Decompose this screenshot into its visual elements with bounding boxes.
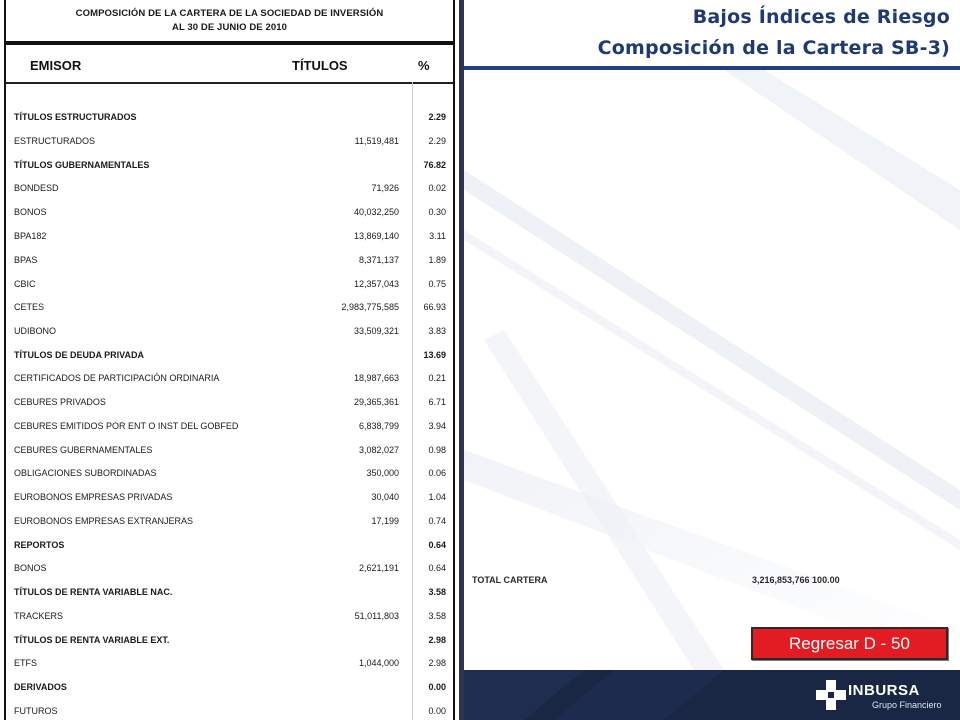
- row-titulos: 12,357,043: [353, 279, 399, 289]
- row-emisor: BONOS: [14, 563, 47, 573]
- logo-name: INBURSA: [848, 682, 920, 699]
- row-percent: 0.30: [428, 207, 446, 217]
- row-titulos: 11,519,481: [354, 136, 399, 146]
- row-emisor: TÍTULOS DE RENTA VARIABLE NAC.: [14, 587, 173, 597]
- table-group-row: [0, 350, 459, 364]
- row-titulos: 51,011,803: [354, 611, 399, 621]
- table-row: [0, 611, 459, 625]
- back-button[interactable]: [751, 627, 948, 660]
- slide-title: Bajos Índices de Riesgo: [692, 6, 950, 28]
- row-emisor: TÍTULOS DE RENTA VARIABLE EXT.: [14, 635, 170, 645]
- row-titulos: 6,838,799: [358, 421, 399, 431]
- total-label: TOTAL CARTERA: [472, 575, 548, 585]
- table-row: [0, 516, 459, 530]
- row-emisor: TÍTULOS GUBERNAMENTALES: [14, 160, 150, 170]
- row-titulos: 30,040: [371, 492, 399, 502]
- row-percent: 2.98: [428, 635, 446, 645]
- row-percent: 0.75: [428, 279, 446, 289]
- row-titulos: 1,044,000: [358, 658, 399, 668]
- inbursa-logo-icon: [816, 680, 846, 710]
- table-row: [0, 326, 459, 340]
- row-emisor: TÍTULOS DE DEUDA PRIVADA: [14, 350, 145, 360]
- row-titulos: 2,983,775,585: [341, 302, 399, 312]
- row-emisor: UDIBONO: [14, 326, 57, 336]
- table-row: [0, 302, 459, 316]
- back-button-label: Regresar D - 50: [789, 633, 910, 653]
- row-titulos: 33,509,321: [353, 326, 399, 336]
- company-logo: [816, 677, 956, 715]
- table-row: [0, 183, 459, 197]
- row-percent: 3.58: [428, 587, 446, 597]
- row-percent: 0.00: [428, 706, 446, 716]
- total-value: 3,216,853,766 100.00: [752, 575, 840, 585]
- footer-bar: [464, 670, 960, 720]
- table-row: [0, 207, 459, 221]
- row-titulos: 40,032,250: [353, 207, 399, 217]
- row-emisor: FUTUROS: [14, 706, 58, 716]
- table-row: [0, 397, 459, 411]
- row-percent: 13.69: [423, 350, 446, 360]
- table-group-row: [0, 160, 459, 174]
- row-percent: 1.04: [428, 492, 446, 502]
- slide-panel: [464, 0, 960, 720]
- table-group-row: [0, 587, 459, 601]
- row-emisor: CBIC: [14, 279, 36, 289]
- table-group-row: [0, 682, 459, 696]
- row-emisor: CERTIFICADOS DE PARTICIPACIÓN ORDINARIA: [14, 373, 220, 383]
- row-emisor: BPAS: [14, 255, 38, 265]
- header-divider: [6, 82, 453, 84]
- row-percent: 3.11: [429, 231, 446, 241]
- table-row: [0, 231, 459, 245]
- row-percent: 2.29: [428, 112, 446, 122]
- row-titulos: 29,365,361: [353, 397, 399, 407]
- slide-header: [464, 0, 960, 68]
- row-percent: 66.93: [423, 302, 446, 312]
- row-percent: 6.71: [428, 397, 446, 407]
- row-emisor: ETFS: [14, 658, 38, 668]
- row-emisor: CEBURES PRIVADOS: [14, 397, 106, 407]
- row-titulos: 17,199: [371, 516, 399, 526]
- table-group-row: [0, 112, 459, 126]
- portfolio-table-panel: [0, 0, 463, 720]
- row-emisor: TÍTULOS ESTRUCTURADOS: [14, 112, 137, 122]
- table-row: [0, 563, 459, 577]
- column-header-emisor: EMISOR: [30, 58, 82, 73]
- document-title-box: [4, 0, 455, 43]
- row-percent: 0.06: [428, 468, 446, 478]
- table-row: [0, 468, 459, 482]
- row-emisor: TRACKERS: [14, 611, 64, 621]
- row-emisor: BONOS: [14, 207, 47, 217]
- row-percent: 1.89: [428, 255, 446, 265]
- row-percent: 76.82: [423, 160, 446, 170]
- table-row: [0, 421, 459, 435]
- row-emisor: BONDESD: [14, 183, 59, 193]
- row-percent: 0.64: [428, 540, 446, 550]
- row-percent: 3.83: [428, 326, 446, 336]
- row-titulos: 71,926: [371, 183, 399, 193]
- table-row: [0, 373, 459, 387]
- row-titulos: 2,621,191: [358, 563, 399, 573]
- row-emisor: ESTRUCTURADOS: [14, 136, 96, 146]
- row-percent: 0.64: [428, 563, 446, 573]
- row-emisor: BPA182: [14, 231, 47, 241]
- column-header-percent: %: [418, 58, 430, 73]
- table-row: [0, 136, 459, 150]
- row-percent: 0.74: [428, 516, 446, 526]
- table-row: [0, 255, 459, 269]
- table-group-row: [0, 540, 459, 554]
- row-percent: 0.98: [428, 445, 446, 455]
- slide-subtitle: Composición de la Cartera SB-3): [597, 37, 950, 59]
- row-emisor: CEBURES GUBERNAMENTALES: [14, 445, 153, 455]
- row-percent: 0.00: [428, 682, 446, 692]
- row-titulos: 8,371,137: [358, 255, 399, 265]
- table-row: [0, 279, 459, 293]
- row-percent: 0.21: [428, 373, 446, 383]
- row-titulos: 350,000: [366, 468, 399, 478]
- row-emisor: OBLIGACIONES SUBORDINADAS: [14, 468, 157, 478]
- column-header-titulos: TÍTULOS: [292, 58, 348, 73]
- table-row: [0, 492, 459, 506]
- table-row: [0, 445, 459, 459]
- table-group-row: [0, 635, 459, 649]
- table-row: [0, 658, 459, 672]
- row-percent: 3.94: [428, 421, 446, 431]
- table-row: [0, 706, 459, 720]
- document-title: COMPOSICIÓN DE LA CARTERA DE LA SOCIEDAD DE INVERSIÓN: [75, 8, 384, 19]
- row-percent: 2.29: [428, 136, 446, 146]
- row-emisor: EUROBONOS EMPRESAS EXTRANJERAS: [14, 516, 194, 526]
- row-titulos: 13,869,140: [353, 231, 399, 241]
- row-emisor: REPORTOS: [14, 540, 65, 550]
- row-titulos: 18,987,663: [353, 373, 399, 383]
- row-emisor: EUROBONOS EMPRESAS PRIVADAS: [14, 492, 173, 502]
- logo-subtitle: Grupo Financiero: [872, 700, 942, 710]
- row-emisor: DERIVADOS: [14, 682, 67, 692]
- row-emisor: CETES: [14, 302, 45, 312]
- row-percent: 2.98: [428, 658, 446, 668]
- row-percent: 3.58: [428, 611, 446, 621]
- row-emisor: CEBURES EMITIDOS POR ENT O INST DEL GOBFED: [14, 421, 239, 431]
- document-date: AL 30 DE JUNIO DE 2010: [171, 22, 288, 33]
- row-titulos: 3,082,027: [358, 445, 399, 455]
- row-percent: 0.02: [428, 183, 446, 193]
